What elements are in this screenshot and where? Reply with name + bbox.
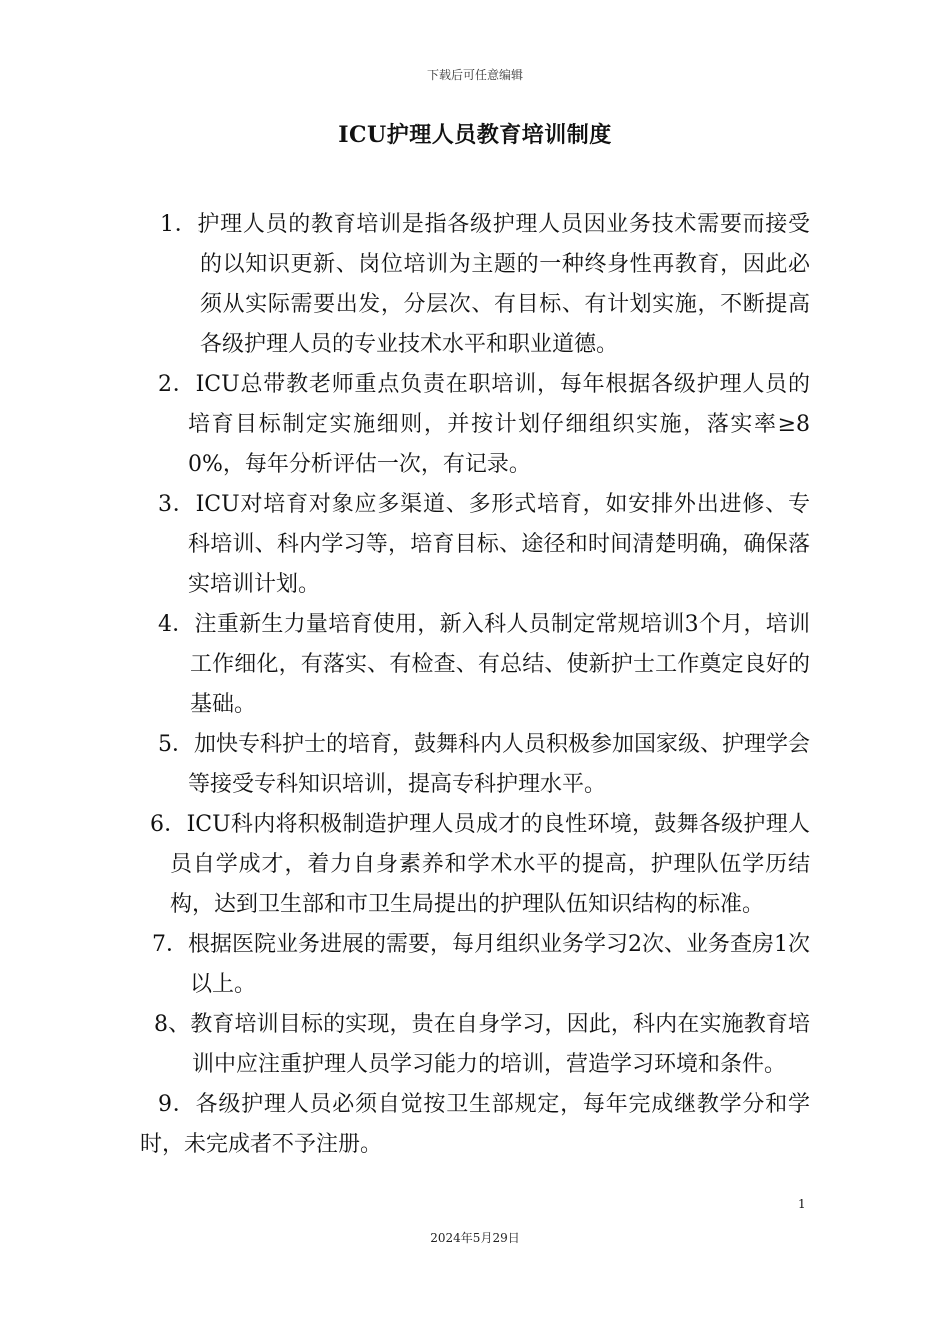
document-body bbox=[140, 205, 810, 1165]
list-item-5: 5．加快专科护士的培育，鼓舞科内人员积极参加国家级、护理学会等接受专科知识培训，提高专科护理水平。 bbox=[158, 732, 810, 797]
list-item-1: 1．护理人员的教育培训是指各级护理人员因业务技术需要而接受的以知识更新、岗位培训为主题的一种终身性再教育，因此必须从实际需要出发，分层次、有目标、有计划实施，不断提高各级护理人员的专业技术水平和职业道德。 bbox=[160, 212, 810, 357]
list-item-4: 4．注重新生力量培育使用，新入科人员制定常规培训3个月，培训工作细化，有落实、有检查、有总结、使新护士工作奠定良好的基础。 bbox=[158, 612, 810, 717]
list-item-3: 3．ICU对培育对象应多渠道、多形式培育，如安排外出进修、专科培训、科内学习等，培育目标、途径和时间清楚明确，确保落实培训计划。 bbox=[158, 492, 810, 597]
page-number: 1 bbox=[798, 1197, 806, 1211]
list-item-7: 7．根据医院业务进展的需要，每月组织业务学习2次、业务查房1次以上。 bbox=[152, 932, 810, 997]
list-item-9: 9．各级护理人员必须自觉按卫生部规定，每年完成继教学分和学时，未完成者不予注册。 bbox=[140, 1092, 810, 1157]
footer-date: 2024年5月29日 bbox=[430, 1231, 520, 1245]
list-item-8: 8、教育培训目标的实现，贵在自身学习，因此，科内在实施教育培训中应注重护理人员学习能力的培训，营造学习环境和条件。 bbox=[154, 1012, 810, 1077]
list-item-2: 2．ICU总带教老师重点负责在职培训，每年根据各级护理人员的培育目标制定实施细则，并按计划仔细组织实施，落实率≥80%，每年分析评估一次，有记录。 bbox=[158, 372, 810, 477]
header-note: 下载后可任意编辑 bbox=[426, 68, 523, 82]
document-title: ICU护理人员教育培训制度 bbox=[338, 122, 612, 148]
list-item-6: 6．ICU科内将积极制造护理人员成才的良性环境，鼓舞各级护理人员自学成才，着力自身素养和学术水平的提高，护理队伍学历结构，达到卫生部和市卫生局提出的护理队伍知识结构的标准。 bbox=[150, 812, 810, 917]
